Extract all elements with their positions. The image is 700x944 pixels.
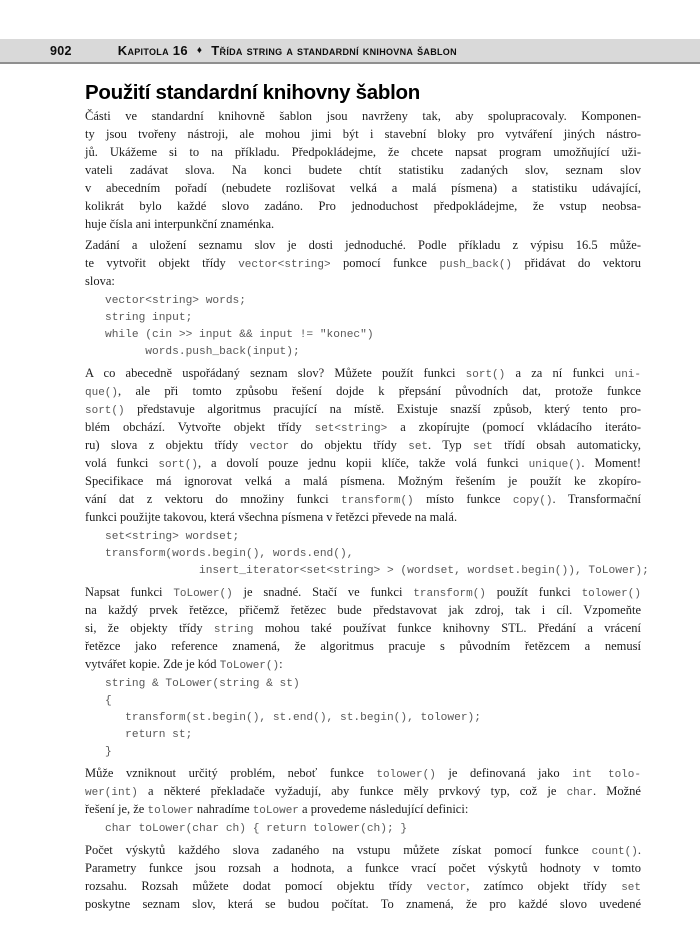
code-line: insert_iterator<set<string> > (wordset, wordset.begin()), ToLower); bbox=[105, 565, 649, 577]
text-run: vytvářet kopie. Zde je kód bbox=[85, 657, 220, 671]
text-run: rozsahu. Rozsah můžete dodat pomocí objektu třídy bbox=[85, 879, 427, 893]
text-run: vání dat z vektoru do množiny funkci bbox=[85, 492, 342, 506]
code-line: string input; bbox=[105, 312, 193, 324]
text-line bbox=[85, 364, 641, 382]
text-run: ty jsou tvořeny nástroji, ale mohou jimi být i stavební bloky pro vytváření jiných nástro- bbox=[85, 127, 641, 141]
text-line bbox=[85, 601, 641, 619]
inline-code: ToLower() bbox=[173, 588, 233, 600]
text-run: v abecedním pořadí (nebudete rozlišovat velká a malá písmena) a statistiku udávající, bbox=[85, 181, 641, 195]
body-paragraph bbox=[85, 583, 641, 673]
text-run: místo funkce bbox=[413, 492, 513, 506]
inline-code: char bbox=[566, 787, 593, 799]
page-content bbox=[85, 81, 649, 916]
code-line: string & ToLower(string & st) bbox=[105, 678, 300, 690]
text-run: si, že objekty třídy bbox=[85, 621, 214, 635]
inline-code: set bbox=[621, 882, 641, 894]
text-run: řešení je, že bbox=[85, 802, 148, 816]
text-line bbox=[85, 197, 641, 215]
text-line bbox=[85, 436, 641, 454]
inline-code: push_back() bbox=[439, 259, 513, 271]
inline-code: sort() bbox=[158, 459, 198, 471]
text-run: Počet výskytů každého slova zadaného na vstupu můžete získat pomocí funkce bbox=[85, 843, 592, 857]
code-line: words.push_back(input); bbox=[105, 346, 300, 358]
text-run: Parametry funkce jsou rozsah a hodnota, a funkce vrací počet výskytů hodnoty v tomto bbox=[85, 861, 641, 875]
inline-code: set<string> bbox=[314, 423, 388, 435]
text-run: představuje algoritmus pracující na místě. Existuje snazší způsob, který tento pro- bbox=[124, 402, 641, 416]
text-run: ru) slova z objektu třídy bbox=[85, 438, 250, 452]
code-line: return st; bbox=[105, 729, 193, 741]
inline-code: sort() bbox=[465, 369, 506, 381]
text-line bbox=[85, 637, 641, 655]
text-run: funkci použijte takovou, která všechna písmena v řetězci převede na malá. bbox=[85, 510, 458, 524]
diamond-icon: ♦ bbox=[196, 45, 203, 56]
code-block bbox=[85, 676, 641, 761]
text-run: přidávat do vektoru bbox=[512, 256, 641, 270]
text-run: do objektu třídy bbox=[289, 438, 409, 452]
text-run: a některé překladače vyžadují, aby funkce měly prvkový typ, což je bbox=[137, 784, 567, 798]
text-run: Části ve standardní knihovně šablon jsou navrženy tak, aby spolupracovaly. Komponen- bbox=[85, 109, 641, 123]
inline-code: tolower() bbox=[376, 769, 436, 781]
text-run: blém obchází. Vytvořte objekt třídy bbox=[85, 420, 315, 434]
text-run: , ale při tomto způsobu řešení dojde k přepsání původních dat, protože funkce bbox=[118, 384, 641, 398]
inline-code: sort() bbox=[85, 405, 125, 417]
text-line bbox=[85, 841, 641, 859]
text-run: jů. Ukážeme si to na příkladu. Předpokládejme, že chcete napsat program umožňující uži- bbox=[85, 145, 641, 159]
inline-code: set bbox=[472, 441, 493, 453]
text-run: Může vzniknout určitý problém, neboť funkce bbox=[85, 766, 377, 780]
text-run: na každý prvek řetězce, přičemž řetězec bude představovat jak zdroj, tak i cíl. Vzpomeňte bbox=[85, 603, 641, 617]
text-run: pomocí funkce bbox=[330, 256, 440, 270]
text-line bbox=[85, 254, 641, 272]
code-line: char toLower(char ch) { return tolower(ch); } bbox=[105, 823, 408, 835]
code-line: transform(words.begin(), words.end(), bbox=[105, 548, 354, 560]
text-line bbox=[85, 583, 641, 601]
text-run: slova: bbox=[85, 274, 115, 288]
text-line bbox=[85, 236, 641, 254]
inline-code: tolower bbox=[147, 805, 194, 817]
code-block bbox=[85, 529, 649, 580]
code-line: set<string> wordset; bbox=[105, 531, 240, 543]
text-line bbox=[85, 490, 641, 508]
text-run: Napsat funkci bbox=[85, 585, 174, 599]
inline-code: vector bbox=[249, 441, 290, 453]
text-line bbox=[85, 125, 641, 143]
text-line bbox=[85, 472, 641, 490]
text-run: te vytvořit objekt třídy bbox=[85, 256, 239, 270]
inline-code: count() bbox=[591, 846, 638, 858]
inline-code: transform() bbox=[413, 588, 486, 600]
code-line: } bbox=[105, 746, 112, 758]
text-run: řetězce jako reference znamená, že algoritmus pracuje s původním řetězcem a nemusí bbox=[85, 639, 641, 653]
text-line bbox=[85, 859, 641, 877]
text-run: kolikrát bylo každé slovo zadáno. Pro jednoduchost předpokládejme, že vstup neobsa- bbox=[85, 199, 641, 213]
text-run: poskytne seznam slov, která se budou počítat. To znamená, že pro každé slovo uvedené bbox=[85, 897, 641, 911]
text-run: . bbox=[637, 843, 641, 857]
text-line bbox=[85, 454, 641, 472]
inline-code: vector bbox=[426, 882, 467, 894]
text-run: mohou také používat funkce knihovny STL. Předání a vrácení bbox=[253, 621, 641, 635]
inline-code: copy() bbox=[512, 495, 553, 507]
code-line: { bbox=[105, 695, 112, 707]
inline-code: tolower() bbox=[581, 588, 641, 600]
inline-code: uni- bbox=[614, 369, 641, 381]
code-line: while (cin >> input && input != "konec") bbox=[105, 329, 374, 341]
text-run: : bbox=[279, 657, 283, 671]
text-line bbox=[85, 107, 641, 125]
text-line bbox=[85, 143, 641, 161]
text-run: je definovaná jako bbox=[435, 766, 573, 780]
text-line bbox=[85, 782, 641, 800]
text-line bbox=[85, 179, 641, 197]
text-line bbox=[85, 895, 641, 913]
text-line bbox=[85, 655, 641, 673]
code-line: transform(st.begin(), st.end(), st.begin(), tolower); bbox=[105, 712, 481, 724]
text-run: huje čísla ani interpunkční znaménka. bbox=[85, 217, 275, 231]
code-block bbox=[85, 821, 641, 838]
text-run: a zkopírujte (pomocí vkládacího iteráto- bbox=[387, 420, 641, 434]
text-line bbox=[85, 619, 641, 637]
text-line bbox=[85, 272, 641, 290]
inline-code: wer(int) bbox=[85, 787, 138, 799]
text-run: a provedeme následující definici: bbox=[298, 802, 469, 816]
inline-code: set bbox=[408, 441, 429, 453]
text-line bbox=[85, 508, 641, 526]
text-run: je snadné. Stačí ve funkci bbox=[232, 585, 414, 599]
text-line bbox=[85, 215, 641, 233]
inline-code: que() bbox=[85, 387, 119, 399]
body-text bbox=[85, 107, 649, 913]
text-run: Specifikace má ignorovat velká a malá písmena. Možným řešením je použít ke zkopíro- bbox=[85, 474, 641, 488]
text-run: . Transformační bbox=[552, 492, 641, 506]
text-line bbox=[85, 418, 641, 436]
body-paragraph bbox=[85, 364, 641, 526]
text-run: a za ní funkci bbox=[505, 366, 615, 380]
text-run: , zatímco objekt třídy bbox=[466, 879, 622, 893]
inline-code: vector<string> bbox=[238, 259, 331, 271]
body-paragraph bbox=[85, 236, 641, 290]
text-run: , a dovolí pouze jednu kopii klíče, takže volá funkci bbox=[197, 456, 529, 470]
inline-code: toLower bbox=[252, 805, 299, 817]
text-run: vateli zadávat slova. Na konci budete chtít statistiku zadaných slov, seznam slov bbox=[85, 163, 641, 177]
page-number: 902 bbox=[50, 43, 72, 58]
inline-code: int tolo- bbox=[572, 769, 641, 781]
chapter-title: Třída string a standardní knihovna šablon bbox=[211, 43, 457, 58]
text-run: použít funkci bbox=[485, 585, 582, 599]
text-run: A co abecedně uspořádaný seznam slov? Můžete použít funkci bbox=[85, 366, 466, 380]
text-line bbox=[85, 877, 641, 895]
text-line bbox=[85, 382, 641, 400]
text-line bbox=[85, 800, 641, 818]
text-run: . Možné bbox=[592, 784, 641, 798]
code-line: vector<string> words; bbox=[105, 295, 246, 307]
text-run: volá funkci bbox=[85, 456, 159, 470]
inline-code: string bbox=[213, 624, 254, 636]
text-run: třídí obsah automaticky, bbox=[492, 438, 641, 452]
page-header bbox=[0, 39, 700, 64]
text-run: . Moment! bbox=[581, 456, 641, 470]
inline-code: unique() bbox=[528, 459, 582, 471]
inline-code: ToLower() bbox=[219, 660, 280, 672]
section-title: Použití standardní knihovny šablon bbox=[85, 81, 420, 104]
text-line bbox=[85, 400, 641, 418]
text-run: . Typ bbox=[428, 438, 473, 452]
body-paragraph bbox=[85, 841, 641, 913]
inline-code: transform() bbox=[341, 495, 414, 507]
code-block bbox=[85, 293, 641, 361]
text-run: nahradíme bbox=[193, 802, 253, 816]
text-run: Zadání a uložení seznamu slov je dosti jednoduché. Podle příkladu z výpisu 16.5 může- bbox=[85, 238, 641, 252]
chapter-label: Kapitola 16 bbox=[117, 43, 188, 58]
body-paragraph bbox=[85, 107, 641, 233]
text-line bbox=[85, 161, 641, 179]
text-line bbox=[85, 764, 641, 782]
chapter-heading bbox=[118, 43, 457, 58]
body-paragraph bbox=[85, 764, 641, 818]
